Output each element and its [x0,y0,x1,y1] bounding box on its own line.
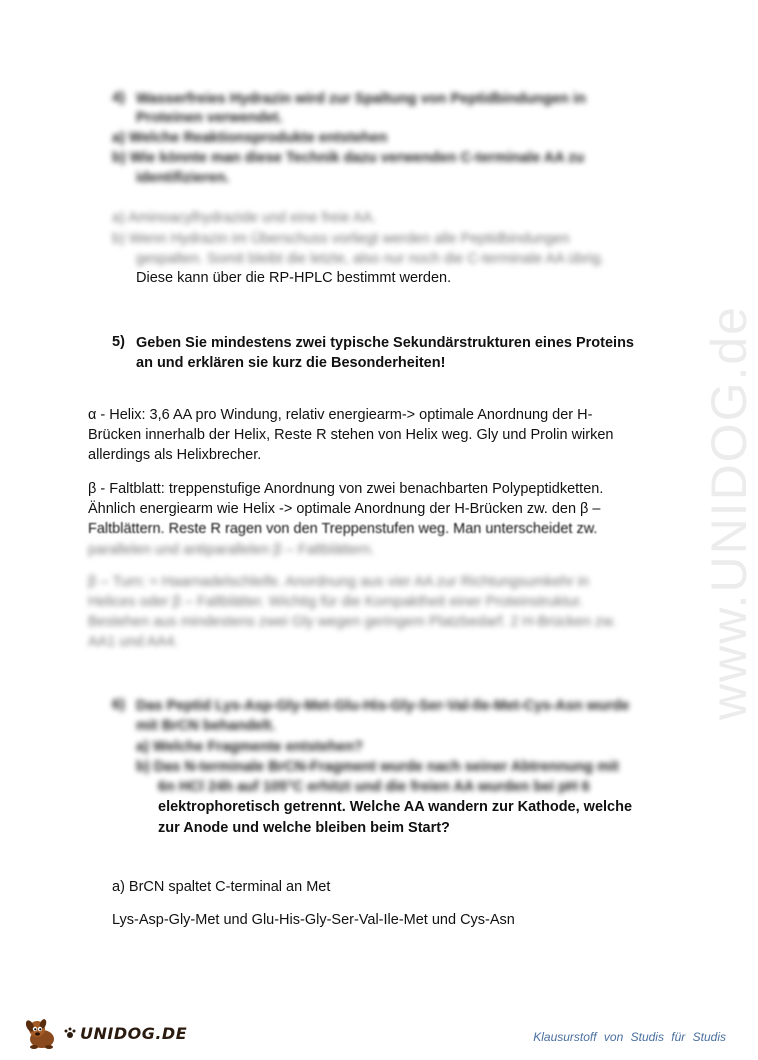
question-6-line-visible: zur Anode und welche bleiben beim Start? [158,820,450,836]
question-4-line: a) Welche Reaktionsprodukte entstehen [112,130,388,146]
beta-turn-line: AA1 und AA4. [88,634,179,650]
alpha-helix-line: allerdings als Helixbrecher. [88,447,262,463]
answer-6-fragments: Lys-Asp-Gly-Met und Glu-His-Gly-Ser-Val-Ile-Met und Cys-Asn [112,912,515,928]
question-4-line: b) Wie könnte man diese Technik dazu verwenden C-terminale AA zu [112,150,585,166]
answer-4-line: b) Wenn Hydrazin im Überschuss vorliegt werden alle Peptidbindungen [112,231,570,247]
beta-sheet-line: β - Faltblatt: treppenstufige Anordnung von zwei benachbarten Polypeptidketten. [88,481,604,497]
question-5-line: Geben Sie mindestens zwei typische Sekundärstrukturen eines Proteins [136,335,634,351]
question-6-line: mit BrCN behandelt. [136,718,276,734]
question-6-line: a) Welche Fragmente entstehen? [136,739,363,755]
question-4-line: identifizieren. [136,170,230,186]
question-4-line: Wasserfreies Hydrazin wird zur Spaltung von Peptidbindungen in [136,91,586,107]
alpha-helix-line: α - Helix: 3,6 AA pro Windung, relativ energiearm-> optimale Anordnung der H- [88,407,593,423]
beta-turn-line: Helices oder β – Faltblätter. Wichtig für die Kompaktheit einer Proteinstruktur. [88,594,584,610]
watermark: www.UNIDOG.de [701,305,757,720]
dog-mascot-icon [22,1016,62,1050]
question-4-line: Proteinen verwendet. [136,110,283,126]
beta-sheet-line: Ähnlich energiearm wie Helix -> optimale Anordnung der H-Brücken zw. den β – [88,501,601,517]
beta-sheet-line: Faltblättern. Reste R ragen von den Treppenstufen weg. Man unterscheidet zw. [88,521,598,537]
beta-turn-line: β – Turn: ≈ Haarnadelschleife. Anordnung aus vier AA zur Richtungsumkehr in [88,574,589,590]
question-5-number: 5) [112,334,125,350]
question-6-line: 6n HCl 24h auf 105°C erhitzt und die freien AA wurden bei pH 6 [158,779,590,795]
answer-4-line: a) Aminoacylhydrazide und eine freie AA. [112,210,377,226]
question-5-line: an und erklären sie kurz die Besonderheiten! [136,355,446,371]
beta-sheet-line-blurred: parallelen und antiparallelen β – Faltblättern. [88,542,375,558]
answer-4-visible: Diese kann über die RP-HPLC bestimmt werden. [136,270,452,286]
beta-turn-line: Bestehen aus mindestens zwei Gly wegen geringem Platzbedarf. 2 H-Brücken zw. [88,614,616,630]
paw-icon [64,1027,76,1039]
alpha-helix-line: Brücken innerhalb der Helix, Reste R stehen von Helix weg. Gly und Prolin wirken [88,427,614,443]
answer-6a: a) BrCN spaltet C-terminal an Met [112,879,331,895]
question-6-line-visible: elektrophoretisch getrennt. Welche AA wandern zur Kathode, welche [158,799,633,815]
answer-4-line: gespalten. Somit bleibt die letzte, also nur noch die C-terminale AA übrig. [136,251,605,267]
question-4-number: 4) [112,90,125,106]
question-6-number: 6) [112,697,125,713]
logo-text: UNIDOG.DE [80,1023,188,1043]
footer-tagline: Klausurstoff von Studis für Studis [533,1030,726,1044]
question-6-line: b) Das N-terminale BrCN-Fragment wurde nach seiner Abtrennung mit [136,759,619,775]
unidog-logo[interactable] [22,1016,187,1050]
question-6-line: Das Peptid Lys-Asp-Gly-Met-Glu-His-Gly-Ser-Val-Ile-Met-Cys-Asn wurde [136,698,630,714]
